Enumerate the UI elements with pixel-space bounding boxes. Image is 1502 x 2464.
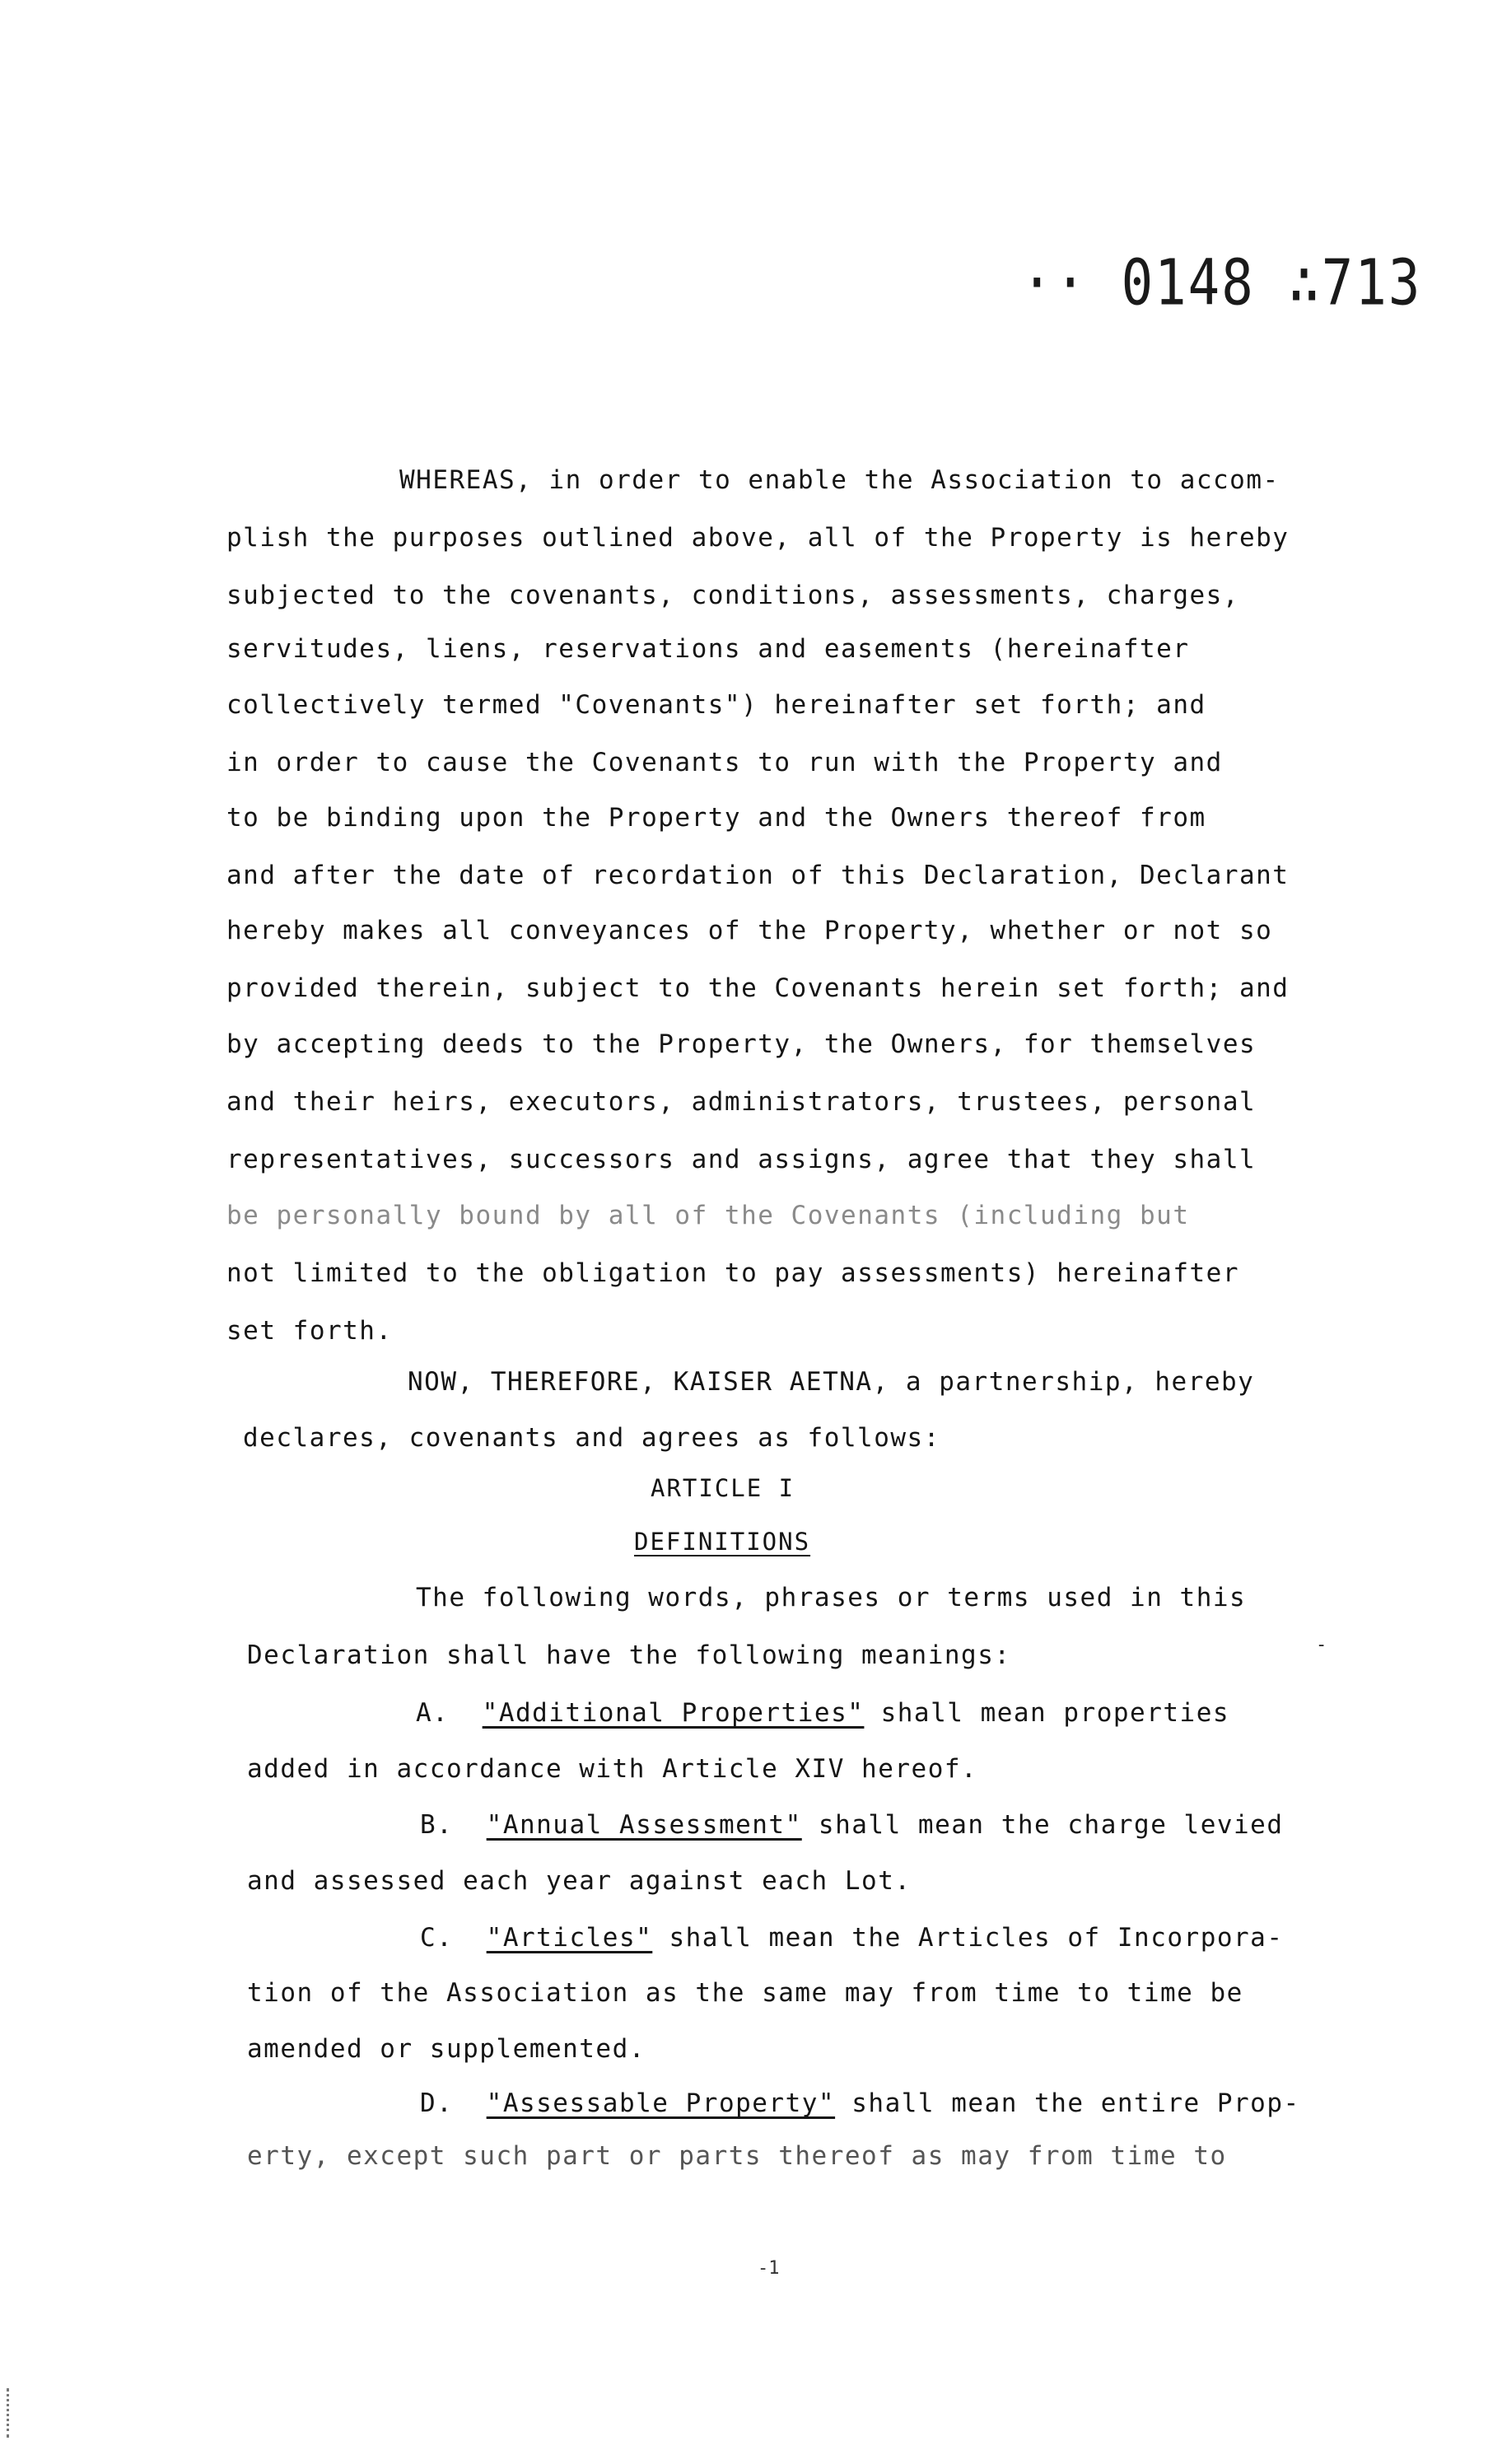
body-line: in order to cause the Covenants to run with the Property and bbox=[226, 748, 1223, 777]
body-line: not limited to the obligation to pay assessments) hereinafter bbox=[226, 1258, 1239, 1288]
definition-text: shall mean properties bbox=[864, 1698, 1230, 1728]
body-line: representatives, successors and assigns, agree that they shall bbox=[226, 1145, 1257, 1174]
definition-b-line2: and assessed each year against each Lot. bbox=[247, 1866, 912, 1896]
body-line: subjected to the covenants, conditions, assessments, charges, bbox=[226, 581, 1239, 610]
definition-a-line bbox=[416, 1698, 1229, 1728]
definition-letter: A. bbox=[416, 1698, 450, 1728]
definition-text: shall mean the charge levied bbox=[801, 1810, 1284, 1840]
body-line: by accepting deeds to the Property, the Owners, for themselves bbox=[226, 1029, 1257, 1059]
definition-text: shall mean the Articles of Incorpora- bbox=[652, 1923, 1284, 1953]
body-line: WHEREAS, in order to enable the Association to accom- bbox=[399, 465, 1280, 495]
definition-a-line2: added in accordance with Article XIV hereof. bbox=[247, 1754, 978, 1784]
recording-stamp: ·· 0148 ∴713 bbox=[1021, 247, 1422, 320]
body-line-faded: be personally bound by all of the Covenants (including but bbox=[226, 1201, 1190, 1230]
definition-d-line bbox=[420, 2088, 1300, 2118]
definition-letter: B. bbox=[420, 1810, 454, 1840]
body-line: declares, covenants and agrees as follows: bbox=[243, 1423, 940, 1453]
definition-text: shall mean the entire Prop- bbox=[835, 2088, 1300, 2118]
definition-c-line bbox=[420, 1923, 1284, 1953]
body-line: provided therein, subject to the Covenants herein set forth; and bbox=[226, 973, 1290, 1003]
definition-b-line bbox=[420, 1810, 1284, 1840]
body-line: servitudes, liens, reservations and easements (hereinafter bbox=[226, 634, 1190, 664]
scan-edge-mark bbox=[7, 2388, 12, 2438]
body-line: and after the date of recordation of this Declaration, Declarant bbox=[226, 861, 1290, 890]
body-line: and their heirs, executors, administrators, trustees, personal bbox=[226, 1087, 1257, 1117]
definition-d-line2: erty, except such part or parts thereof as may from time to bbox=[247, 2141, 1227, 2171]
body-line: hereby makes all conveyances of the Property, whether or not so bbox=[226, 916, 1273, 945]
definition-term: "Assessable Property" bbox=[486, 2088, 836, 2118]
page-number: -1 bbox=[758, 2258, 780, 2279]
definitions-intro-line: Declaration shall have the following meanings: bbox=[247, 1640, 1011, 1670]
article-number: ARTICLE I bbox=[651, 1474, 795, 1502]
body-line: set forth. bbox=[226, 1316, 393, 1346]
definition-c-line3: amended or supplemented. bbox=[247, 2034, 646, 2064]
body-line: collectively termed "Covenants") hereinafter set forth; and bbox=[226, 690, 1206, 720]
body-line: to be binding upon the Property and the Owners thereof from bbox=[226, 803, 1206, 833]
margin-mark: - bbox=[1316, 1635, 1327, 1655]
definition-c-line2: tion of the Association as the same may from time to time be bbox=[247, 1978, 1243, 2008]
definition-term: "Annual Assessment" bbox=[486, 1810, 802, 1840]
definition-letter: C. bbox=[420, 1923, 454, 1953]
definition-term: "Articles" bbox=[486, 1923, 653, 1953]
body-line: plish the purposes outlined above, all of the Property is hereby bbox=[226, 523, 1290, 553]
body-line: NOW, THEREFORE, KAISER AETNA, a partnership, hereby bbox=[408, 1367, 1255, 1397]
article-title: DEFINITIONS bbox=[634, 1528, 811, 1556]
definition-term: "Additional Properties" bbox=[482, 1698, 865, 1728]
definitions-intro-line: The following words, phrases or terms used in this bbox=[416, 1583, 1247, 1612]
definition-letter: D. bbox=[420, 2088, 454, 2118]
